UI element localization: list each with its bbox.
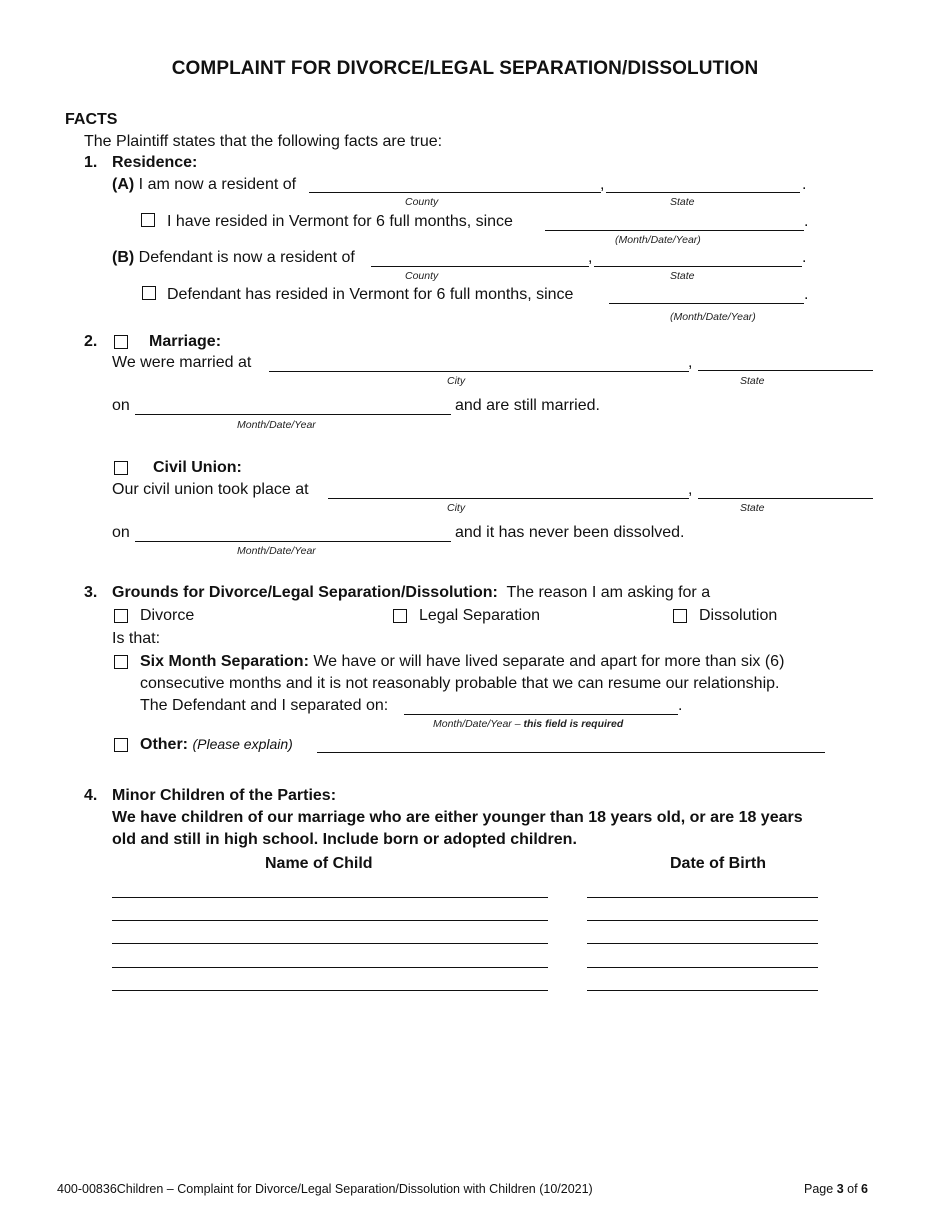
children-desc-2: old and still in high school. Include born or adopted children. bbox=[112, 831, 577, 848]
defendant-state-field[interactable] bbox=[594, 266, 802, 267]
child-dob-field[interactable] bbox=[587, 897, 818, 898]
other-checkbox[interactable] bbox=[114, 738, 128, 752]
grounds-heading-rest: The reason I am asking for a bbox=[506, 584, 711, 601]
required-caption-a: Month/Date/Year – bbox=[433, 718, 524, 730]
civil-at-text: Our civil union took place at bbox=[112, 481, 309, 498]
marriage-checkbox[interactable] bbox=[114, 335, 128, 349]
of-word: of bbox=[847, 1182, 858, 1196]
section-1-heading: Residence: bbox=[112, 154, 198, 171]
defendant-vermont-date-field[interactable] bbox=[609, 303, 804, 304]
county-caption: County bbox=[405, 270, 439, 282]
marriage-state-field[interactable] bbox=[698, 370, 873, 371]
residence-a-label bbox=[112, 176, 296, 194]
grounds-heading-line bbox=[112, 584, 710, 602]
mdy-caption: Month/Date/Year bbox=[237, 419, 316, 431]
separation-date-field[interactable] bbox=[404, 714, 678, 715]
child-dob-field[interactable] bbox=[587, 920, 818, 921]
plaintiff-state-field[interactable] bbox=[606, 192, 800, 193]
six-month-text-3: The Defendant and I separated on: bbox=[140, 697, 389, 714]
marriage-heading: Marriage: bbox=[149, 333, 222, 350]
children-desc-1: We have children of our marriage who are either younger than 18 years old, or are 18 years bbox=[112, 809, 803, 826]
plaintiff-vermont-text: I have resided in Vermont for 6 full months, since bbox=[167, 213, 513, 230]
legal-separation-checkbox[interactable] bbox=[393, 609, 407, 623]
state-caption: State bbox=[740, 502, 765, 514]
page-total: 6 bbox=[861, 1182, 868, 1196]
six-month-line-1 bbox=[140, 653, 784, 671]
other-label: Other: bbox=[140, 736, 188, 753]
residence-b-label bbox=[112, 249, 355, 267]
section-2-number: 2. bbox=[84, 333, 98, 350]
child-name-field[interactable] bbox=[112, 943, 548, 944]
marriage-date-field[interactable] bbox=[135, 414, 451, 415]
comma: , bbox=[688, 481, 693, 498]
plaintiff-vermont-date-field[interactable] bbox=[545, 230, 804, 231]
civil-date-field[interactable] bbox=[135, 541, 451, 542]
divorce-checkbox[interactable] bbox=[114, 609, 128, 623]
on-text: on bbox=[112, 397, 130, 414]
required-caption bbox=[433, 718, 623, 730]
mdy-caption: (Month/Date/Year) bbox=[670, 311, 756, 323]
child-dob-field[interactable] bbox=[587, 943, 818, 944]
period: . bbox=[804, 286, 809, 303]
still-married-text: and are still married. bbox=[455, 397, 600, 414]
option-dissolution: Dissolution bbox=[699, 607, 778, 624]
residence-b-text: Defendant is now a resident of bbox=[138, 249, 355, 266]
marriage-city-field[interactable] bbox=[269, 371, 689, 372]
child-dob-field[interactable] bbox=[587, 990, 818, 991]
never-dissolved-text: and it has never been dissolved. bbox=[455, 524, 685, 541]
county-caption: County bbox=[405, 196, 439, 208]
section-1-number: 1. bbox=[84, 154, 98, 171]
other-line bbox=[140, 736, 293, 754]
married-at-text: We were married at bbox=[112, 354, 252, 371]
residence-a-text: I am now a resident of bbox=[138, 176, 297, 193]
six-month-text-2: consecutive months and it is not reasonably probable that we can resume our relationship. bbox=[140, 675, 780, 692]
period: . bbox=[804, 213, 809, 230]
page-word: Page bbox=[804, 1182, 834, 1196]
state-caption: State bbox=[740, 375, 765, 387]
residence-a-tag: (A) bbox=[112, 176, 135, 193]
section-3-number: 3. bbox=[84, 584, 98, 601]
option-legal-separation: Legal Separation bbox=[419, 607, 540, 624]
defendant-county-field[interactable] bbox=[371, 266, 589, 267]
col-name-of-child: Name of Child bbox=[265, 855, 373, 872]
col-date-of-birth: Date of Birth bbox=[670, 855, 766, 872]
comma: , bbox=[688, 354, 693, 371]
is-that-text: Is that: bbox=[112, 630, 161, 647]
six-month-text-1: We have or will have lived separate and apart for more than six (6) bbox=[313, 653, 785, 670]
city-caption: City bbox=[447, 502, 466, 514]
footer-page-number bbox=[804, 1182, 868, 1196]
section-4-number: 4. bbox=[84, 787, 98, 804]
facts-heading: FACTS bbox=[65, 111, 118, 128]
residence-b-tag: (B) bbox=[112, 249, 135, 266]
option-divorce: Divorce bbox=[140, 607, 195, 624]
plaintiff-county-field[interactable] bbox=[309, 192, 601, 193]
facts-intro: The Plaintiff states that the following facts are true: bbox=[84, 133, 443, 150]
six-month-checkbox[interactable] bbox=[114, 655, 128, 669]
six-month-label: Six Month Separation: bbox=[140, 653, 309, 670]
comma: , bbox=[588, 249, 593, 266]
civil-union-checkbox[interactable] bbox=[114, 461, 128, 475]
page-num: 3 bbox=[836, 1182, 844, 1196]
civil-union-heading: Civil Union: bbox=[153, 459, 242, 476]
period: . bbox=[802, 249, 807, 266]
child-dob-field[interactable] bbox=[587, 967, 818, 968]
child-name-field[interactable] bbox=[112, 967, 548, 968]
plaintiff-vermont-checkbox[interactable] bbox=[141, 213, 155, 227]
child-name-field[interactable] bbox=[112, 897, 548, 898]
mdy-caption: Month/Date/Year bbox=[237, 545, 316, 557]
section-4-heading: Minor Children of the Parties: bbox=[112, 787, 337, 804]
city-caption: City bbox=[447, 375, 466, 387]
comma: , bbox=[600, 176, 605, 193]
other-explain-field[interactable] bbox=[317, 752, 825, 753]
civil-state-field[interactable] bbox=[698, 498, 873, 499]
dissolution-checkbox[interactable] bbox=[673, 609, 687, 623]
on-text: on bbox=[112, 524, 130, 541]
state-caption: State bbox=[670, 270, 695, 282]
defendant-vermont-text: Defendant has resided in Vermont for 6 full months, since bbox=[167, 286, 574, 303]
child-name-field[interactable] bbox=[112, 920, 548, 921]
civil-city-field[interactable] bbox=[328, 498, 689, 499]
other-hint: (Please explain) bbox=[192, 736, 293, 752]
required-caption-b: this field is required bbox=[523, 718, 624, 730]
footer-form-id: 400-00836Children – Complaint for Divorce/Legal Separation/Dissolution with Children (10/2021) bbox=[57, 1182, 593, 1196]
grounds-heading: Grounds for Divorce/Legal Separation/Dissolution: bbox=[112, 584, 498, 601]
period: . bbox=[802, 176, 807, 193]
defendant-vermont-checkbox[interactable] bbox=[142, 286, 156, 300]
state-caption: State bbox=[670, 196, 695, 208]
mdy-caption: (Month/Date/Year) bbox=[615, 234, 701, 246]
page-title: COMPLAINT FOR DIVORCE/LEGAL SEPARATION/DISSOLUTION bbox=[171, 58, 759, 79]
period: . bbox=[678, 697, 683, 714]
child-name-field[interactable] bbox=[112, 990, 548, 991]
